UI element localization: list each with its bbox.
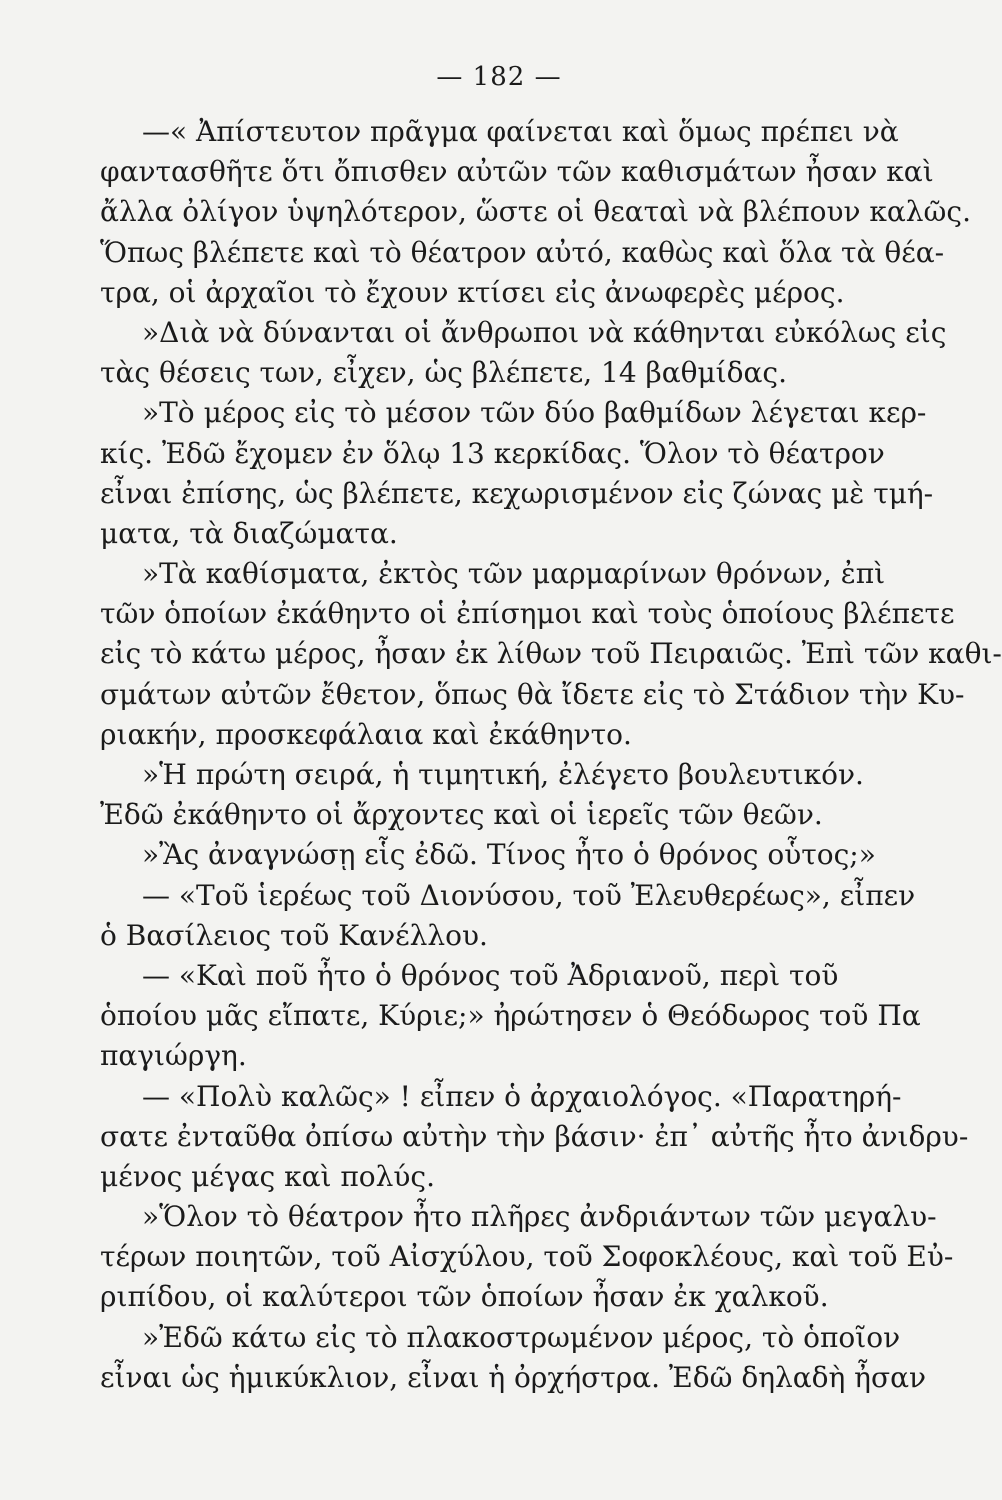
- text-line: εἰς τὸ κάτω μέρος, ἦσαν ἐκ λίθων τοῦ Πειραιῶς. Ἐπὶ τῶν καθι-: [100, 637, 1002, 671]
- text-line: — «Τοῦ ἱερέως τοῦ Διονύσου, τοῦ Ἐλευθερέως», εἶπεν: [142, 878, 916, 912]
- text-line: ματα, τὰ διαζώματα.: [100, 516, 398, 550]
- text-line: μένος μέγας καὶ πολύς.: [100, 1159, 435, 1193]
- text-line: »Τὸ μέρος εἰς τὸ μέσον τῶν δύο βαθμίδων λέγεται κερ-: [142, 396, 927, 430]
- text-line: — «Πολὺ καλῶς» ! εἶπεν ὁ ἀρχαιολόγος. «Παρατηρή-: [142, 1079, 902, 1113]
- text-line: »Τὰ καθίσματα, ἐκτὸς τῶν μαρμαρίνων θρόνων, ἐπὶ: [142, 557, 886, 591]
- text-line: Ὅπως βλέπετε καὶ τὸ θέατρον αὐτό, καθὼς καὶ ὅλα τὰ θέα-: [100, 235, 945, 269]
- text-line: ἄλλα ὀλίγον ὑψηλότερον, ὥστε οἱ θεαταὶ νὰ βλέπουν καλῶς.: [100, 195, 971, 229]
- text-line: εἶναι ἐπίσης, ὡς βλέπετε, κεχωρισμένον εἰς ζώνας μὲ τμή-: [100, 476, 934, 510]
- text-line: τρα, οἱ ἀρχαῖοι τὸ ἔχουν κτίσει εἰς ἀνωφερὲς μέρος.: [100, 275, 845, 309]
- text-line: —« Ἀπίστευτον πρᾶγμα φαίνεται καὶ ὅμως πρέπει νὰ: [142, 115, 899, 148]
- text-line: φαντασθῆτε ὅτι ὄπισθεν αὐτῶν τῶν καθισμάτων ἦσαν καὶ: [100, 155, 934, 189]
- text-line: παγιώργη.: [100, 1039, 247, 1073]
- text-line: ριακήν, προσκεφάλαια καὶ ἐκάθηντο.: [100, 717, 632, 751]
- text-line: »Ἂς ἀναγνώσῃ εἷς ἐδῶ. Τίνος ἦτο ὁ θρόνος οὗτος;»: [142, 838, 876, 872]
- text-line: ὁ Βασίλειος τοῦ Κανέλλου.: [100, 918, 488, 952]
- text-line: τῶν ὁποίων ἐκάθηντο οἱ ἐπίσημοι καὶ τοὺς ὁποίους βλέπετε: [100, 597, 955, 631]
- text-line: — «Καὶ ποῦ ἦτο ὁ θρόνος τοῦ Ἀδριανοῦ, περὶ τοῦ: [142, 958, 839, 992]
- text-line: ριπίδου, οἱ καλύτεροι τῶν ὁποίων ἦσαν ἐκ χαλκοῦ.: [100, 1280, 829, 1314]
- text-line: κίς. Ἐδῶ ἔχομεν ἐν ὅλῳ 13 κερκίδας. Ὅλον τὸ θέατρον: [100, 436, 885, 470]
- text-line: »Ἡ πρώτη σειρά, ἡ τιμητική, ἐλέγετο βουλευτικόν.: [142, 758, 864, 791]
- text-line: τὰς θέσεις των, εἶχεν, ὡς βλέπετε, 14 βαθμίδας.: [100, 356, 788, 390]
- page-number: — 182 —: [436, 62, 562, 92]
- text-line: σατε ἐνταῦθα ὀπίσω αὐτὴν τὴν βάσιν· ἐπ᾿ αὐτῆς ἦτο ἀνιδρυ-: [100, 1119, 969, 1153]
- text-line: σμάτων αὐτῶν ἔθετον, ὅπως θὰ ἴδετε εἰς τὸ Στάδιον τὴν Κυ-: [100, 677, 965, 711]
- text-line: »Ὅλον τὸ θέατρον ἦτο πλῆρες ἀνδριάντων τῶν μεγαλυ-: [142, 1200, 937, 1234]
- text-line: ὁποίου μᾶς εἴπατε, Κύριε;» ἠρώτησεν ὁ Θεόδωρος τοῦ Πα: [100, 999, 921, 1033]
- text-line: τέρων ποιητῶν, τοῦ Αἰσχύλου, τοῦ Σοφοκλέους, καὶ τοῦ Εὐ-: [100, 1240, 954, 1274]
- text-line: εἶναι ὡς ἡμικύκλιον, εἶναι ἡ ὀρχήστρα. Ἐδῶ δηλαδὴ ἦσαν: [100, 1360, 926, 1394]
- text-line: Ἐδῶ ἐκάθηντο οἱ ἄρχοντες καὶ οἱ ἱερεῖς τῶν θεῶν.: [100, 798, 823, 832]
- body-text: [100, 112, 1002, 1398]
- text-line: »Διὰ νὰ δύνανται οἱ ἄνθρωποι νὰ κάθηνται εὐκόλως εἰς: [142, 315, 947, 349]
- text-line: »Ἐδῶ κάτω εἰς τὸ πλακοστρωμένον μέρος, τὸ ὁποῖον: [142, 1320, 901, 1354]
